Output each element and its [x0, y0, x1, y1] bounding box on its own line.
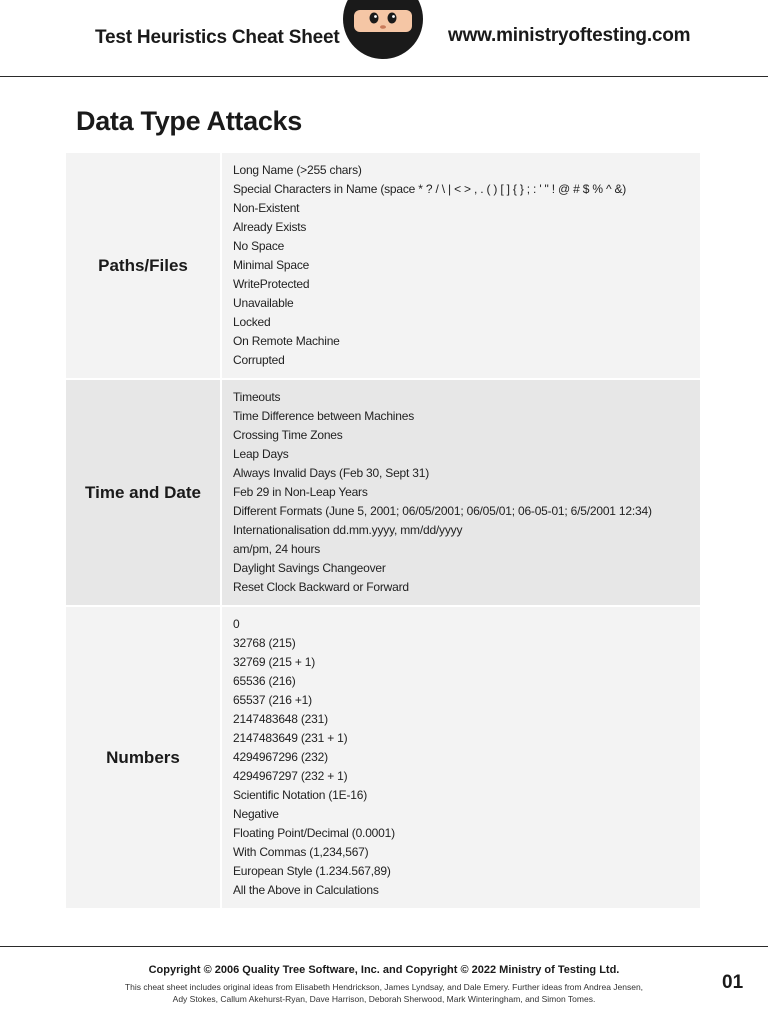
page-title: Data Type Attacks — [76, 106, 302, 136]
footer-credits-line: Ady Stokes, Callum Akehurst-Ryan, Dave Harrison, Deborah Sherwood, Mark Winteringham, and Simon Tomes. — [172, 994, 596, 1004]
attacks-table — [66, 153, 700, 908]
header-url[interactable]: www.ministryoftesting.com — [448, 25, 691, 46]
list-item: Reset Clock Backward or Forward — [233, 580, 409, 594]
list-item: Special Characters in Name (space * ? / \ | < > , . ( ) [ ] { } ; : ' " ! @ # $ % ^ &) — [233, 182, 627, 196]
page-header — [0, 0, 768, 77]
list-item: 65537 (216 +1) — [233, 693, 312, 707]
list-item: 0 — [233, 617, 240, 631]
list-item: Crossing Time Zones — [233, 428, 343, 442]
list-item: WriteProtected — [233, 277, 310, 291]
list-item: Floating Point/Decimal (0.0001) — [233, 826, 395, 840]
list-item: 32769 (215 + 1) — [233, 655, 316, 669]
list-item: 4294967297 (232 + 1) — [233, 769, 348, 783]
list-item: Daylight Savings Changeover — [233, 561, 386, 575]
list-item: With Commas (1,234,567) — [233, 845, 369, 859]
footer-divider — [0, 946, 768, 947]
list-item: Different Formats (June 5, 2001; 06/05/2001; 06/05/01; 06-05-01; 6/5/2001 12:34) — [233, 504, 652, 518]
category-label: Numbers — [66, 607, 222, 908]
table-row-paths-files — [66, 153, 700, 378]
footer-credits-line: This cheat sheet includes original ideas from Elisabeth Hendrickson, James Lyndsay, and Dale Emery. Further ideas from Andrea Jensen, — [124, 982, 644, 992]
header-title: Test Heuristics Cheat Sheet — [95, 27, 340, 48]
footer-copyright: Copyright © 2006 Quality Tree Software, Inc. and Copyright © 2022 Ministry of Testing Ltd. — [148, 964, 620, 976]
list-item: Scientific Notation (1E-16) — [233, 788, 367, 802]
item-list — [222, 607, 700, 908]
page-number: 01 — [722, 972, 744, 993]
list-item: European Style (1.234.567,89) — [233, 864, 391, 878]
list-item: 2147483648 (231) — [233, 712, 328, 726]
list-item: All the Above in Calculations — [233, 883, 379, 897]
list-item: Always Invalid Days (Feb 30, Sept 31) — [233, 466, 430, 480]
list-item: Feb 29 in Non-Leap Years — [233, 485, 368, 499]
list-item: Long Name (>255 chars) — [233, 163, 362, 177]
list-item: 4294967296 (232) — [233, 750, 328, 764]
list-item: Non-Existent — [233, 201, 300, 215]
list-item: Locked — [233, 315, 271, 329]
list-item: Minimal Space — [233, 258, 310, 272]
footer-credits — [110, 981, 658, 1005]
list-item: Unavailable — [233, 296, 294, 310]
list-item: Already Exists — [233, 220, 307, 234]
list-item: 32768 (215) — [233, 636, 296, 650]
category-label: Paths/Files — [66, 153, 222, 378]
list-item: Negative — [233, 807, 279, 821]
list-item: am/pm, 24 hours — [233, 542, 321, 556]
item-list — [222, 153, 700, 378]
list-item: Leap Days — [233, 447, 289, 461]
list-item: Corrupted — [233, 353, 285, 367]
list-item: On Remote Machine — [233, 334, 340, 348]
list-item: Timeouts — [233, 390, 281, 404]
list-item: Time Difference between Machines — [233, 409, 415, 423]
table-row-time-and-date — [66, 378, 700, 605]
list-item: Internationalisation dd.mm.yyyy, mm/dd/yyyy — [233, 523, 463, 537]
item-list — [222, 380, 700, 605]
ninja-mascot-icon — [342, 0, 424, 60]
list-item: 2147483649 (231 + 1) — [233, 731, 348, 745]
table-row-numbers — [66, 605, 700, 908]
category-label: Time and Date — [66, 380, 222, 605]
list-item: 65536 (216) — [233, 674, 296, 688]
list-item: No Space — [233, 239, 285, 253]
